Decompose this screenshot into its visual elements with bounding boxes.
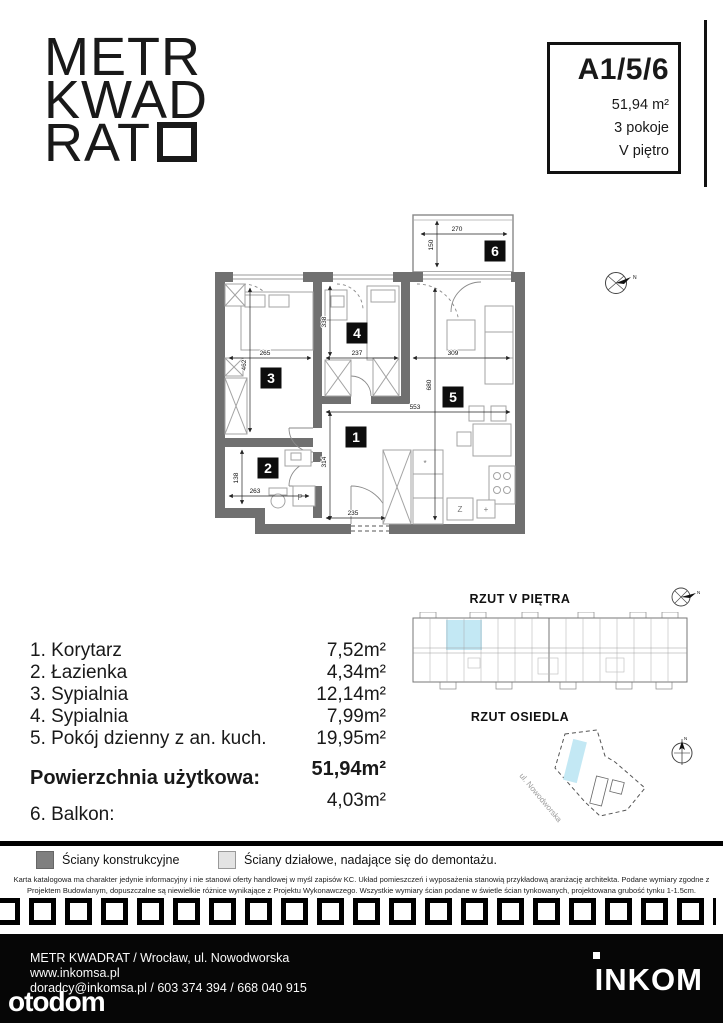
deco-square bbox=[281, 898, 308, 925]
list-item bbox=[30, 662, 386, 684]
washer-label: P bbox=[297, 493, 303, 502]
legend-partition bbox=[218, 851, 497, 869]
deco-square bbox=[713, 898, 716, 925]
footer-website: www.inkomsa.pl bbox=[30, 966, 120, 980]
floor-plan bbox=[185, 200, 535, 545]
partition-wall-label: Ściany działowe, nadające się do demontażu. bbox=[244, 853, 497, 867]
compass-north-label: N bbox=[697, 590, 700, 595]
deco-square bbox=[209, 898, 236, 925]
balcony-label: 6. Balkon: bbox=[30, 804, 115, 825]
dim-462: 462 bbox=[241, 359, 248, 371]
rooms-list bbox=[30, 640, 386, 826]
floor-view-title: RZUT V PIĘTRA bbox=[469, 592, 571, 606]
badge-5: 5 bbox=[449, 389, 457, 405]
divider-rule bbox=[0, 841, 723, 846]
dim-138: 138 bbox=[233, 472, 240, 484]
partition-wall-swatch bbox=[218, 851, 236, 869]
dim-237: 237 bbox=[351, 350, 363, 357]
inkom-logo bbox=[595, 962, 703, 998]
highlighted-building bbox=[563, 739, 587, 783]
deco-square bbox=[101, 898, 128, 925]
total-area-label: Powierzchnia użytkowa: bbox=[30, 767, 261, 789]
dim-680: 680 bbox=[426, 379, 433, 391]
structural-wall-label: Ściany konstrukcyjne bbox=[62, 853, 180, 867]
deco-square bbox=[461, 898, 488, 925]
balcony-value: 4,03m² bbox=[326, 790, 386, 811]
brand-logo bbox=[44, 27, 208, 173]
room-label: 5. Pokój dzienny z an. kuch. bbox=[30, 728, 267, 749]
deco-square bbox=[245, 898, 272, 925]
walls-legend bbox=[0, 851, 723, 869]
estate-view-title: RZUT OSIEDLA bbox=[470, 710, 570, 724]
unit-rooms: 3 pokoje bbox=[614, 120, 669, 136]
room-label: 4. Sypialnia bbox=[30, 706, 129, 727]
room-label: 2. Łazienka bbox=[30, 662, 128, 683]
deco-square bbox=[677, 898, 704, 925]
dim-309: 309 bbox=[447, 350, 459, 357]
badge-2: 2 bbox=[264, 460, 272, 476]
badge-1: 1 bbox=[352, 429, 360, 445]
deco-square bbox=[0, 898, 20, 925]
plus-label: + bbox=[483, 505, 489, 514]
deco-square bbox=[569, 898, 596, 925]
deco-square bbox=[65, 898, 92, 925]
logo-line-2: KWAD bbox=[44, 70, 208, 130]
compass-north-label: N bbox=[633, 275, 637, 281]
estate-site-plan bbox=[505, 726, 665, 826]
room-area: 12,14m² bbox=[316, 684, 386, 705]
disclaimer-line-2: Projektem Budowlanym, dopuszczalne są niewielkie różnice wynikające z Projektu Wykonawczego. Wszystkie wymiary ścian podane w świetle ścian tynkowanych, projektowana grubość tynku 1-1.5cm. bbox=[27, 886, 696, 895]
room-label: 1. Korytarz bbox=[30, 640, 122, 661]
deco-square bbox=[641, 898, 668, 925]
legend-structural bbox=[36, 851, 179, 869]
deco-square bbox=[353, 898, 380, 925]
total-area-value: 51,94m² bbox=[311, 758, 386, 780]
inkom-logo-text: INKOM bbox=[594, 962, 703, 997]
compass-icon bbox=[670, 584, 700, 610]
dim-235: 235 bbox=[347, 510, 359, 517]
room-area: 7,99m² bbox=[326, 706, 386, 727]
footer-contact: doradcy@inkomsa.pl / 603 374 394 / 668 040 915 bbox=[30, 981, 307, 995]
sink-label: Z bbox=[457, 505, 463, 514]
disclaimer-line-1: Karta katalogowa ma charakter jedynie informacyjny i nie stanowi oferty handlowej w myśl zapisów KC. Układ pomieszczeń i wyposażenia stanowią przykładową aranżację architekta. Podane wymiary zgodne z bbox=[13, 875, 710, 884]
deco-square bbox=[605, 898, 632, 925]
deco-square bbox=[497, 898, 524, 925]
compass-north-label: N bbox=[684, 736, 688, 741]
unit-card bbox=[547, 42, 681, 174]
unit-number: A1/5/6 bbox=[577, 53, 669, 86]
dim-265: 265 bbox=[259, 350, 271, 357]
deco-square bbox=[317, 898, 344, 925]
star-label: * bbox=[423, 459, 427, 468]
deco-square bbox=[425, 898, 452, 925]
badge-4: 4 bbox=[353, 325, 361, 341]
dim-338: 338 bbox=[321, 316, 328, 328]
logo-line-1: METR bbox=[44, 27, 201, 87]
footer-address: METR KWADRAT / Wrocław, ul. Nowodworska bbox=[30, 951, 290, 965]
room-area: 7,52m² bbox=[326, 640, 386, 661]
dim-314: 314 bbox=[321, 456, 328, 468]
disclaimer bbox=[0, 874, 723, 896]
deco-square bbox=[533, 898, 560, 925]
badge-3: 3 bbox=[267, 370, 275, 386]
furniture bbox=[225, 284, 515, 524]
squares-strip bbox=[0, 898, 716, 934]
badge-6: 6 bbox=[491, 243, 499, 259]
list-item bbox=[30, 706, 386, 728]
vertical-rule bbox=[704, 20, 707, 187]
compass-icon bbox=[600, 266, 640, 300]
list-item bbox=[30, 684, 386, 706]
balcony-row bbox=[30, 790, 386, 826]
dim-263: 263 bbox=[249, 488, 261, 495]
deco-square bbox=[173, 898, 200, 925]
dim-553: 553 bbox=[409, 404, 421, 411]
total-area-row bbox=[30, 758, 386, 789]
room-area: 4,34m² bbox=[326, 662, 386, 683]
list-item bbox=[30, 728, 386, 750]
deco-square bbox=[29, 898, 56, 925]
otodom-watermark: otodom bbox=[8, 986, 105, 1017]
street-label: ul. Nowodworska bbox=[517, 771, 564, 824]
inkom-logo-mark bbox=[593, 952, 600, 959]
compass-icon bbox=[666, 734, 698, 768]
room-label: 3. Sypialnia bbox=[30, 684, 129, 705]
windows bbox=[233, 272, 511, 282]
deco-square bbox=[389, 898, 416, 925]
list-item bbox=[30, 640, 386, 662]
entrance-threshold bbox=[351, 526, 389, 531]
footer bbox=[0, 934, 723, 1023]
unit-floor: V piętro bbox=[619, 143, 669, 159]
rooms-list-items bbox=[30, 640, 386, 750]
logo-line-3: RAT bbox=[44, 122, 208, 165]
building-floor-plan bbox=[410, 612, 695, 696]
room-area: 19,95m² bbox=[316, 728, 386, 749]
deco-square bbox=[137, 898, 164, 925]
unit-area: 51,94 m² bbox=[611, 97, 669, 113]
logo-square-icon bbox=[157, 122, 197, 162]
dim-270: 270 bbox=[451, 226, 463, 233]
structural-wall-swatch bbox=[36, 851, 54, 869]
dim-150: 150 bbox=[428, 239, 435, 251]
